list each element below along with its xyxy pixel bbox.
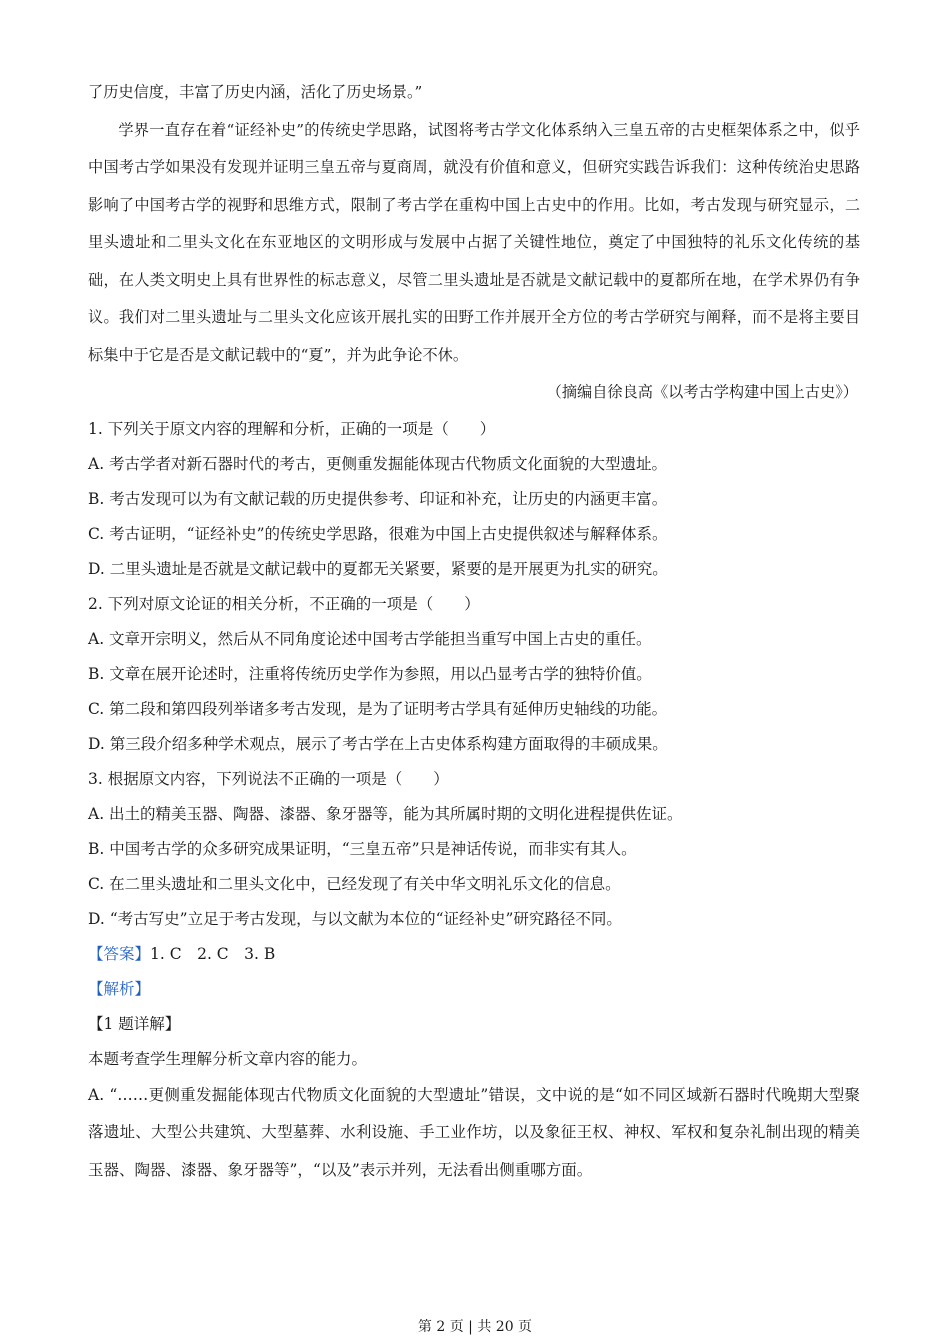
question-option: B. 文章在展开论述时，注重将传统历史学作为参照，用以凸显考古学的独特价值。 (88, 664, 652, 683)
page-footer: 第 2 页 | 共 20 页 (417, 1319, 533, 1335)
analysis-label: 【解析】 (88, 979, 151, 998)
question-option: B. 中国考古学的众多研究成果证明，“三皇五帝”只是神话传说，而非实有其人。 (88, 839, 637, 858)
question-2 (88, 587, 860, 762)
question-stem: 3. 根据原文内容，下列说法不正确的一项是（ ） (88, 769, 449, 788)
question-option: A. 考古学者对新石器时代的考古，更侧重发掘能体现古代物质文化面貌的大型遗址。 (88, 454, 668, 473)
answer-label: 【答案】 (88, 944, 151, 963)
question-option: D. 第三段介绍多种学术观点，展示了考古学在上古史体系构建方面取得的丰硕成果。 (88, 734, 668, 753)
question-option: D. 二里头遗址是否就是文献记载中的夏都无关紧要，紧要的是开展更为扎实的研究。 (88, 559, 668, 578)
question-option: B. 考古发现可以为有文献记载的历史提供参考、印证和补充，让历史的内涵更丰富。 (88, 489, 668, 508)
analysis-intro: 本题考查学生理解分析文章内容的能力。 (88, 1049, 368, 1068)
question-1 (88, 412, 860, 587)
passage-continuation: 了历史信度，丰富了历史内涵，活化了历史场景。” (88, 83, 423, 101)
question-3 (88, 762, 860, 937)
question-option: A. 出土的精美玉器、陶器、漆器、象牙器等，能为其所属时期的文明化进程提供佐证。 (88, 804, 683, 823)
question-option: C. 第二段和第四段列举诸多考古发现，是为了证明考古学具有延伸历史轴线的功能。 (88, 699, 668, 718)
passage-paragraph: 学界一直存在着“证经补史”的传统史学思路，试图将考古学文化体系纳入三皇五帝的古史框架体系之中，似乎中国考古学如果没有发现并证明三皇五帝与夏商周，就没有价值和意义，但研究实践告诉我们：这种传统治史思路影响了中国考古学的视野和思维方式，限制了考古学在重构中国上古史中的作用。比如，考古发现与研究显示，二里头遗址和二里头文化在东亚地区的文明形成与发展中占据了关键性地位，奠定了中国独特的礼乐文化传统的基础，在人类文明史上具有世界性的标志意义，尽管二里头遗址是否就是文献记载中的夏都所在地，在学术界仍有争议。我们对二里头遗址与二里头文化应该开展扎实的田野工作并展开全方位的考古学研究与阐释，而不是将主要目标集中于它是否是文献记载中的“夏”，并为此争论不休。 (88, 120, 860, 364)
question-stem: 2. 下列对原文论证的相关分析，不正确的一项是（ ） (88, 594, 480, 613)
detail-heading: 【1 题详解】 (88, 1014, 181, 1033)
answer-value: 1. C 2. C 3. B (150, 944, 276, 963)
question-stem: 1. 下列关于原文内容的理解和分析，正确的一项是（ ） (88, 419, 496, 438)
question-option: D. “考古写史”立足于考古发现，与以文献为本位的“证经补史”研究路径不同。 (88, 909, 622, 928)
document-page (88, 74, 860, 1189)
question-option: A. 文章开宗明义，然后从不同角度论述中国考古学能担当重写中国上古史的重任。 (88, 629, 652, 648)
answer-line (88, 937, 860, 972)
analysis-option-a: A. “……更侧重发掘能体现古代物质文化面貌的大型遗址”错误，文中说的是“如不同区域新石器时代晚期大型聚落遗址、大型公共建筑、大型墓葬、水利设施、手工业作坊，以及象征王权、神权、军权和复杂礼制出现的精美玉器、陶器、漆器、象牙器等”，“以及”表示并列，无法看出侧重哪方面。 (88, 1085, 860, 1179)
question-option: C. 考古证明，“证经补史”的传统史学思路，很难为中国上古史提供叙述与解释体系。 (88, 524, 668, 543)
question-option: C. 在二里头遗址和二里头文化中，已经发现了有关中华文明礼乐文化的信息。 (88, 874, 621, 893)
passage-source: （摘编自徐良高《以考古学构建中国上古史》） (546, 383, 858, 401)
